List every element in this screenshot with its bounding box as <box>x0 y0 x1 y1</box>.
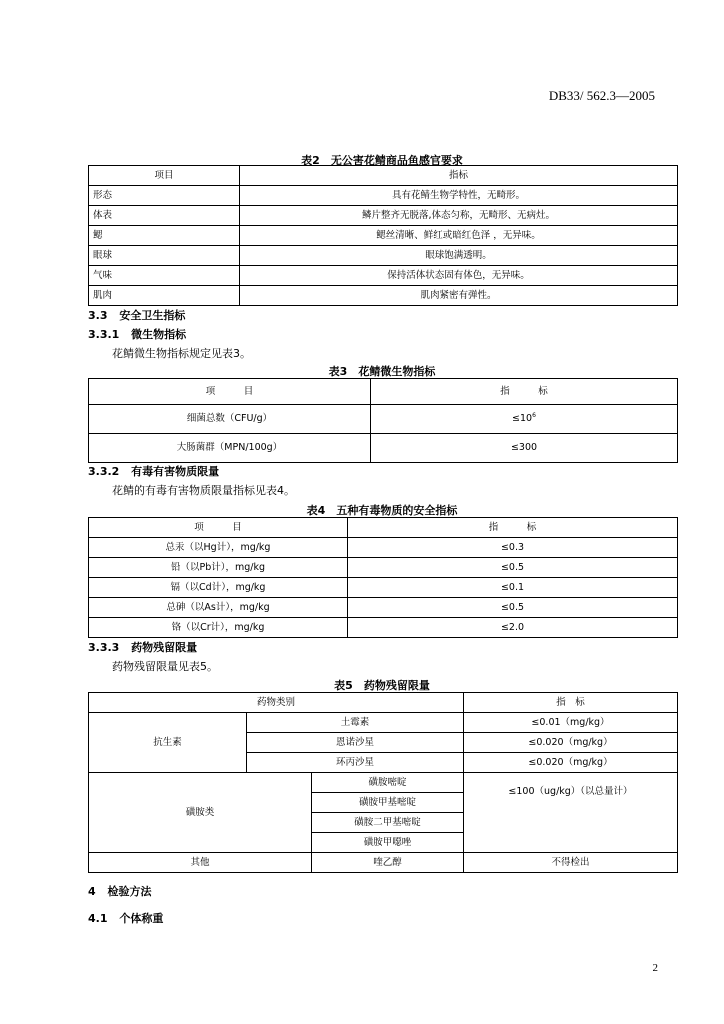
table3-cell: 细菌总数（CFU/g） <box>89 405 371 434</box>
table5-caption: 表5 药物残留限量 <box>334 679 430 692</box>
page-number: 2 <box>652 962 658 974</box>
table4-row <box>89 618 678 638</box>
table2-cell: 具有花鲭生物学特性，无畸形。 <box>240 186 678 206</box>
table4-cell: 镉（以Cd计），mg/kg <box>89 578 348 598</box>
table5-sulfonamide-label: 磺胺类 <box>89 773 312 853</box>
section-title: 药物残留限量 <box>131 641 198 654</box>
table2-row <box>89 206 678 226</box>
table4-cell: 铅（以Pb计），mg/kg <box>89 558 348 578</box>
table5-header-index: 指 标 <box>464 693 678 713</box>
table3-cell: ≤300 <box>371 434 678 463</box>
table5-drug: 喹乙醇 <box>312 853 464 873</box>
table3 <box>88 378 678 463</box>
table2-header: 项目 <box>89 166 240 186</box>
table5-limit: ≤0.020（mg/kg） <box>464 733 678 753</box>
table2 <box>88 165 678 306</box>
table4-row <box>89 578 678 598</box>
table5-drug: 土霉素 <box>247 713 464 733</box>
section-title: 检验方法 <box>107 885 152 898</box>
table4-cell: ≤0.5 <box>348 598 678 618</box>
table5-drug: 环丙沙星 <box>247 753 464 773</box>
table2-row <box>89 286 678 306</box>
table5-other-label: 其他 <box>89 853 312 873</box>
table3-value: ≤10 <box>512 413 533 425</box>
table4-header: 指 标 <box>348 518 678 538</box>
section-3-3-3-text: 药物残留限量见表5。 <box>112 660 218 673</box>
table2-row <box>89 246 678 266</box>
table5-drug: 磺胺二甲基嘧啶 <box>312 813 464 833</box>
table4-cell: 总汞（以Hg计），mg/kg <box>89 538 348 558</box>
section-number: 3.3 <box>88 309 108 322</box>
table5-limit: 不得检出 <box>464 853 678 873</box>
table2-row <box>89 186 678 206</box>
table2-header: 指标 <box>240 166 678 186</box>
table5-sulfonamide-limit: ≤100（ug/kg）（以总量计） <box>464 773 678 853</box>
standard-number: DB33/ 562.3—2005 <box>548 88 655 103</box>
section-number: 3.3.1 <box>88 328 120 341</box>
table2-cell: 肌肉紧密有弹性。 <box>240 286 678 306</box>
table5-header-category: 药物类别 <box>89 693 464 713</box>
table2-row <box>89 266 678 286</box>
table4-cell: ≤2.0 <box>348 618 678 638</box>
table4-row <box>89 598 678 618</box>
table5-limit: ≤0.01（mg/kg） <box>464 713 678 733</box>
table3-header-index: 指 标 <box>371 379 678 405</box>
section-3-3-2-heading <box>88 463 219 479</box>
table2-cell: 鳃丝清晰、鲜红或暗红色泽 ，无异味。 <box>240 226 678 246</box>
table5-drug: 磺胺甲基嘧啶 <box>312 793 464 813</box>
section-number: 4.1 <box>88 912 108 925</box>
table2-cell: 眼球饱满透明。 <box>240 246 678 266</box>
table5-drug: 恩诺沙星 <box>247 733 464 753</box>
table5-limit: ≤0.020（mg/kg） <box>464 753 678 773</box>
table5 <box>88 692 678 873</box>
table3-caption: 表3 花鲭微生物指标 <box>328 365 436 378</box>
table4-row <box>89 538 678 558</box>
section-3-3-3-heading <box>88 639 197 655</box>
table4-caption: 表4 五种有毒物质的安全指标 <box>306 504 458 517</box>
table3-cell: 大肠菌群（MPN/100g） <box>89 434 371 463</box>
table4-cell: 总砷（以As计），mg/kg <box>89 598 348 618</box>
section-3-3-heading <box>88 307 185 323</box>
table4-cell: ≤0.3 <box>348 538 678 558</box>
table2-cell: 鳞片整齐无脱落,体态匀称，无畸形、无病灶。 <box>240 206 678 226</box>
table5-antibiotic-label: 抗生素 <box>89 713 247 773</box>
table5-drug: 磺胺甲噁唑 <box>312 833 464 853</box>
table2-cell: 眼球 <box>89 246 240 266</box>
table2-cell: 鳃 <box>89 226 240 246</box>
section-title: 有毒有害物质限量 <box>131 465 220 478</box>
section-3-3-2-text: 花鲭的有毒有害物质限量指标见表4。 <box>112 484 295 497</box>
table2-cell: 气味 <box>89 266 240 286</box>
table2-cell: 保持活体状态固有体色，无异味。 <box>240 266 678 286</box>
table4-row <box>89 558 678 578</box>
table3-cell <box>371 405 678 434</box>
section-4-heading <box>88 883 152 899</box>
section-number: 3.3.2 <box>88 465 120 478</box>
table4-cell: 铬（以Cr计），mg/kg <box>89 618 348 638</box>
table2-caption: 表2 无公害花鲭商品鱼感官要求 <box>301 154 463 167</box>
section-title: 微生物指标 <box>131 328 187 341</box>
table4-header: 项 目 <box>89 518 348 538</box>
table4 <box>88 517 678 638</box>
section-number: 3.3.3 <box>88 641 120 654</box>
section-4-1-heading <box>88 910 163 926</box>
section-number: 4 <box>88 885 96 898</box>
section-title: 安全卫生指标 <box>119 309 186 322</box>
table5-drug: 磺胺嘧啶 <box>312 773 464 793</box>
table2-cell: 体表 <box>89 206 240 226</box>
section-3-3-1-text: 花鲭微生物指标规定见表3。 <box>112 347 251 360</box>
table4-cell: ≤0.5 <box>348 558 678 578</box>
table3-header-item: 项 目 <box>89 379 371 405</box>
table2-row <box>89 226 678 246</box>
table4-cell: ≤0.1 <box>348 578 678 598</box>
section-title: 个体称重 <box>119 912 164 925</box>
table2-cell: 肌肉 <box>89 286 240 306</box>
section-3-3-1-heading <box>88 326 186 342</box>
table2-cell: 形态 <box>89 186 240 206</box>
table3-exponent: 6 <box>532 412 536 420</box>
